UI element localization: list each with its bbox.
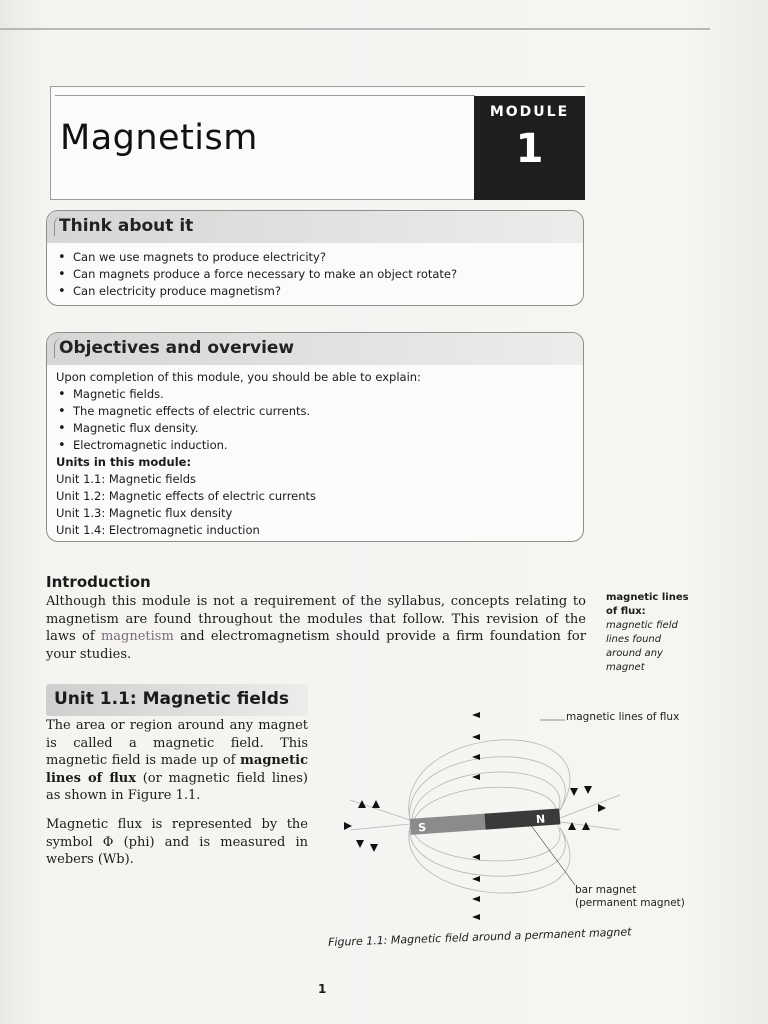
unit-heading: Unit 1.1: Magnetic fields	[54, 689, 289, 709]
objectives-content	[56, 369, 421, 539]
bold-term: magnetic lines of flux	[46, 753, 308, 786]
arrow-icon	[356, 840, 364, 848]
field-line	[350, 800, 410, 820]
margin-glossary-note	[606, 591, 698, 675]
page-title: Magnetism	[60, 118, 258, 158]
arrow-icon	[570, 788, 578, 796]
arrow-icon	[472, 712, 480, 718]
glossary-term: magnetic lines of flux:	[606, 592, 689, 617]
objectives-box	[46, 332, 584, 542]
text-part: The area or region around any magnet is called a magnetic field. This magnetic field is made up of	[46, 718, 308, 768]
arrow-icon	[370, 844, 378, 852]
magnet-label-line-1: bar magnet	[575, 884, 637, 896]
bar-magnet	[410, 808, 561, 834]
unit-listing: Unit 1.4: Electromagnetic induction	[56, 523, 260, 537]
arrow-icon	[472, 774, 480, 780]
arrow-icon	[472, 876, 480, 882]
arrow-icon	[372, 800, 380, 808]
north-pole	[484, 808, 560, 829]
pole-label-s: S	[417, 820, 427, 835]
arrow-icon	[472, 734, 480, 740]
field-line	[409, 826, 570, 893]
magnetic-field-figure	[330, 700, 710, 930]
figure-caption: Figure 1.1: Magnetic field around a permanent magnet	[327, 925, 632, 949]
magnet-label-line-2: (permanent magnet)	[575, 897, 685, 909]
unit-paragraph-1	[46, 717, 308, 805]
list-item: • Can we use magnets to produce electricity?	[55, 249, 457, 266]
think-about-it-box	[46, 210, 584, 306]
think-heading: Think about it	[54, 216, 197, 236]
header-divider	[55, 95, 475, 96]
arrow-icon	[584, 786, 592, 794]
objectives-heading: Objectives and overview	[54, 338, 298, 358]
units-heading: Units in this module:	[56, 455, 192, 469]
top-rule	[0, 28, 710, 30]
field-line	[409, 740, 570, 820]
list-item: • Magnetic fields.	[55, 386, 421, 403]
flux-label: magnetic lines of flux	[566, 711, 680, 723]
intro-text-part: and electromagnetism should provide a firm foundation for your studies.	[46, 629, 586, 662]
module-number: 1	[515, 126, 544, 172]
text-part: (or magnetic field lines) as shown in Figure 1.1.	[46, 770, 308, 803]
pole-label-n: N	[535, 812, 546, 827]
field-line	[350, 824, 410, 830]
objectives-intro: Upon completion of this module, you should be able to explain:	[56, 370, 421, 384]
arrow-icon	[344, 822, 352, 830]
unit-listing: Unit 1.2: Magnetic effects of electric currents	[56, 489, 317, 503]
arrow-icon	[358, 800, 366, 808]
think-questions	[55, 249, 457, 300]
introduction-heading: Introduction	[46, 573, 151, 591]
intro-text-part: Although this module is not a requirement of the syllabus, concepts relating to magnetism are found throughout the modules that follow. This revision of the laws of	[46, 594, 586, 644]
introduction-paragraph	[46, 593, 586, 663]
objectives-box-header	[47, 333, 583, 365]
list-item: • The magnetic effects of electric currents.	[55, 403, 421, 420]
arrow-icon	[472, 896, 480, 902]
glossary-definition: magnetic field lines found around any magnet	[606, 620, 678, 673]
module-badge	[474, 96, 585, 200]
arrow-icon	[472, 914, 480, 920]
magnet-label-leader	[530, 824, 575, 885]
unit-paragraph-2: Magnetic flux is represented by the symbol Φ (phi) and is measured in webers (Wb).	[46, 817, 308, 867]
unit-listing: Unit 1.3: Magnetic flux density	[56, 506, 233, 520]
field-line	[410, 826, 566, 876]
unit-listing: Unit 1.1: Magnetic fields	[56, 472, 197, 486]
list-item: • Can electricity produce magnetism?	[55, 283, 457, 300]
think-box-header	[47, 211, 583, 243]
intro-text-highlight: magnetism	[100, 629, 174, 644]
arrow-icon	[598, 804, 606, 812]
field-line	[560, 795, 620, 818]
list-item: • Magnetic flux density.	[55, 420, 421, 437]
unit-heading-bar	[46, 684, 308, 716]
module-label: MODULE	[489, 104, 570, 120]
page-number: 1	[318, 982, 327, 996]
list-item: • Can magnets produce a force necessary to make an object rotate?	[55, 266, 457, 283]
list-item: • Electromagnetic induction.	[55, 437, 421, 454]
objectives-list	[55, 386, 421, 454]
